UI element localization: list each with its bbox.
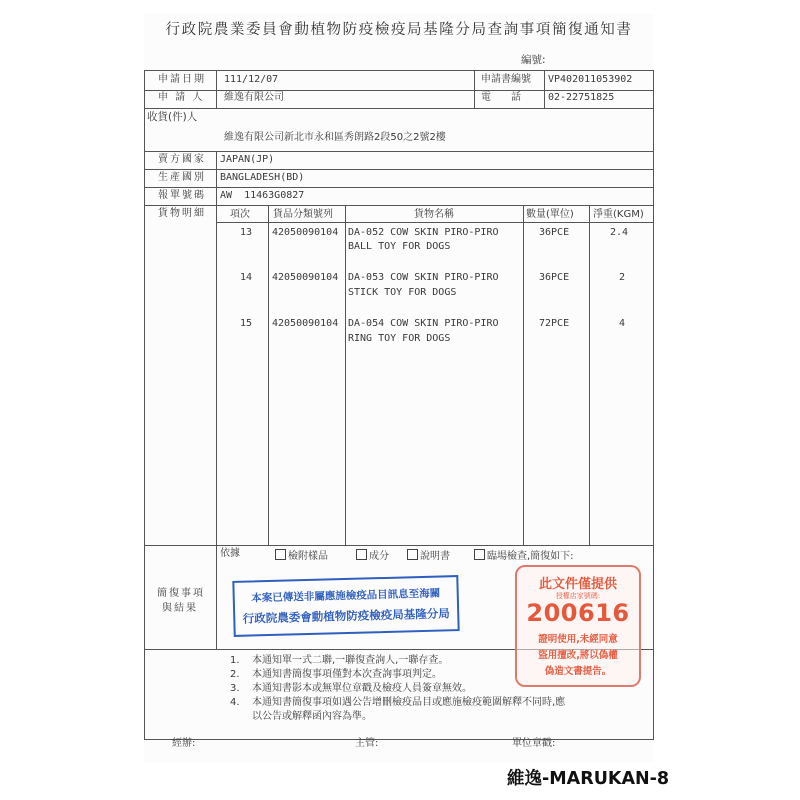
reply-label-line2: 與結果 [162, 603, 198, 614]
quarantine-stamp-line2: 行政院農委會動植物防疫檢疫局基隆分局 [242, 606, 450, 626]
note-1-number: 1. [230, 655, 240, 666]
column-header-weight: 淨重(KGM) [593, 209, 644, 220]
note-4-text: 本通知書簡復事項如遇公告增刪檢疫品目或應施檢疫範圍解釋不同時,應 [252, 697, 566, 708]
seller-country-label: 賣方國家 [158, 154, 206, 165]
row-13-item: 13 [240, 227, 253, 238]
watermark-line3: 證明使用,未經同意 [538, 634, 618, 645]
checkbox-icon [407, 549, 418, 560]
row-15-name-line1: DA-054 COW SKIN PIRO-PIRO [348, 318, 499, 329]
note-2-text: 本通知書簡復事項僅對本次查詢事項判定。 [252, 669, 442, 680]
document-title: 行政院農業委員會動植物防疫檢疫局基隆分局查詢事項簡復通知書 [165, 22, 633, 38]
basis-option-manual[interactable]: 說明書 [407, 549, 450, 563]
seller-country-value: JAPAN(JP) [220, 154, 275, 165]
table-frame-bottom [144, 739, 654, 740]
phone-value: 02-22751825 [548, 92, 615, 103]
table-frame-top [144, 70, 653, 71]
applicant-label: 申 請 人 [158, 92, 205, 103]
basis-option-ingredients[interactable]: 成分 [356, 549, 389, 563]
note-1-text: 本通知單一式二聯,一聯復查詢人,一聯存查。 [252, 655, 449, 666]
goods-section-label: 貨物明細 [158, 208, 206, 219]
watermark-line1: 此文件僅提供 [538, 577, 617, 592]
checkbox-icon [474, 549, 485, 560]
column-header-code: 貨品分類號列 [273, 209, 333, 220]
row-13-name-line2: BALL TOY FOR DOGS [348, 241, 451, 252]
application-number-value: VP402011053902 [548, 74, 633, 85]
recipient-value: 維逸有限公司新北市永和區秀朗路2段50之2號2樓 [224, 132, 446, 143]
note-2-number: 2. [230, 669, 240, 680]
application-number-label: 申請書編號 [481, 74, 531, 85]
column-header-quantity: 數量(單位) [526, 209, 574, 220]
row-14-name-line1: DA-053 COW SKIN PIRO-PIRO [348, 272, 499, 283]
quarantine-stamp-line1: 本案已傳送非屬應施檢疫品目訊息至海關 [251, 587, 441, 605]
declaration-label: 報單號碼 [158, 190, 206, 201]
quarantine-stamp [232, 575, 459, 637]
note-3-number: 3. [230, 683, 240, 694]
watermark-number: 200616 [526, 599, 630, 627]
basis-option-inspection[interactable]: 臨場檢查,簡復如下: [474, 549, 574, 563]
basis-option-sample[interactable]: 檢附樣品 [275, 549, 328, 563]
supervisor-label: 主管: [355, 738, 379, 749]
row-14-code: 42050090104 [272, 272, 339, 283]
origin-value: BANGLADESH(BD) [220, 172, 305, 183]
column-header-item: 項次 [230, 209, 250, 220]
apply-date-label: 申請日期 [158, 74, 206, 85]
row-14-item: 14 [240, 272, 253, 283]
row-15-code: 42050090104 [272, 318, 339, 329]
checkbox-icon [275, 549, 286, 560]
reply-label-line1: 簡復事項 [157, 588, 205, 599]
apply-date-value: 111/12/07 [224, 74, 279, 85]
watermark-line4: 盜用擅改,將以偽權 [538, 650, 618, 661]
recipient-label: 收貨(件)人 [147, 111, 198, 123]
row-15-item: 15 [240, 318, 253, 329]
authorization-watermark [515, 565, 641, 687]
watermark-line2: 授權店家號碼: [555, 592, 601, 600]
declaration-value: AW 11463G0827 [220, 190, 305, 201]
phone-label: 電 話 [481, 92, 521, 103]
document-number-label: 編號: [521, 54, 546, 66]
row-13-weight: 2.4 [610, 227, 629, 238]
row-15-quantity: 72PCE [539, 318, 570, 329]
checkbox-icon [356, 549, 367, 560]
unit-seal-label: 單位章戳: [512, 738, 556, 749]
table-frame-right [653, 70, 654, 740]
watermark-line5: 偽造文書提告。 [544, 666, 612, 677]
row-14-name-line2: STICK TOY FOR DOGS [348, 287, 457, 298]
origin-label: 生產國別 [158, 172, 206, 183]
table-frame-left [144, 70, 145, 740]
note-4-number: 4. [230, 697, 240, 708]
product-caption: 維逸-MARUKAN-8 [507, 769, 670, 789]
row-15-weight: 4 [619, 318, 626, 329]
row-13-quantity: 36PCE [539, 227, 570, 238]
note-3-text: 本通知書影本或無單位章戳及檢疫人員簽章無效。 [252, 683, 472, 694]
handler-label: 經辦: [172, 738, 196, 749]
note-4-continuation: 以公告或解釋函內容為準。 [252, 711, 372, 722]
row-14-quantity: 36PCE [539, 272, 570, 283]
basis-label: 依據 [220, 548, 240, 559]
row-14-weight: 2 [619, 272, 626, 283]
row-15-name-line2: RING TOY FOR DOGS [348, 333, 451, 344]
applicant-value: 維逸有限公司 [224, 92, 284, 103]
row-13-code: 42050090104 [272, 227, 339, 238]
row-13-name-line1: DA-052 COW SKIN PIRO-PIRO [348, 227, 499, 238]
column-header-name: 貨物名稱 [414, 209, 454, 220]
